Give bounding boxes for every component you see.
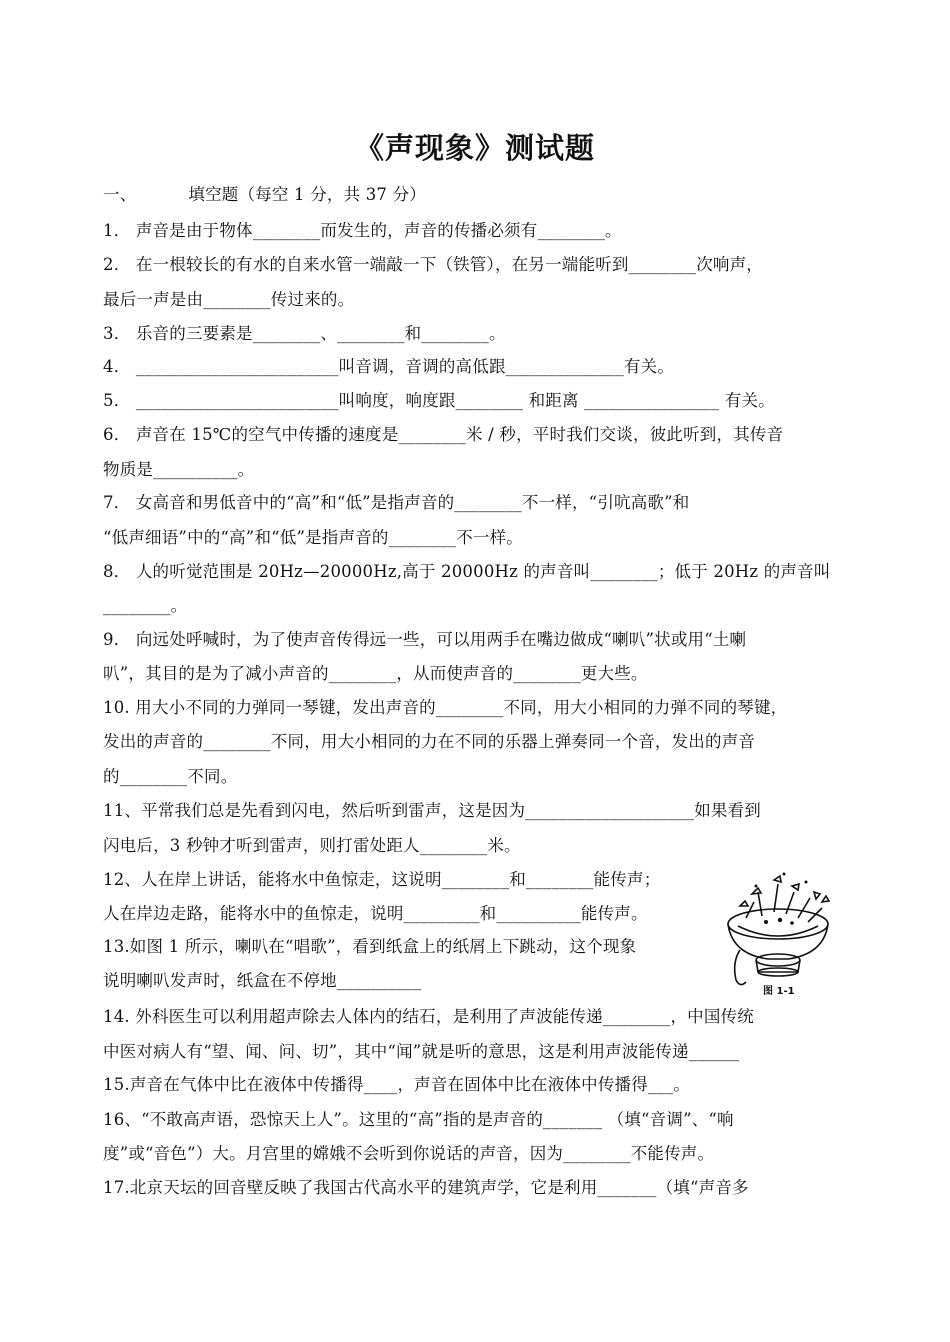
question-line: 16、“不敢高声语，恐惊天上人”。这里的“高”指的是声音的_______ （填“音调”、“响: [103, 1110, 734, 1129]
question-line: 10. 用大小不同的力弹同一琴键，发出声音的________不同，用大小相同的力弹不同的琴键，: [103, 698, 788, 717]
question-line: 15.声音在气体中比在液体中传播得____，声音在固体中比在液体中传播得___。: [103, 1075, 690, 1094]
question-line: 6． 声音在 15℃的空气中传播的速度是________米 / 秒，平时我们交谈，彼此听到，其传音: [103, 425, 784, 444]
question-line: 发出的声音的________不同，用大小相同的力在不同的乐器上弹奏同一个音，发出的声音: [103, 732, 756, 751]
question-line: ________。: [103, 596, 188, 615]
question-line: 3． 乐音的三要素是________、________和________。: [103, 324, 506, 343]
question-line: 闪电后，3 秒钟才听到雷声，则打雷处距人________米。: [103, 836, 521, 855]
question-line: 度”或“音色”）大。月宫里的嫦娥不会听到你说话的声音，因为________不能传声。: [103, 1144, 715, 1163]
figure-caption: 图 1-1: [763, 986, 795, 997]
question-line: 叭”，其目的是为了减小声音的________，从而使声音的________更大些。: [103, 664, 648, 683]
speaker-figure: [718, 862, 838, 992]
question-line: 17.北京天坛的回音壁反映了我国古代高水平的建筑声学，它是利用_______（填“声音多: [103, 1178, 749, 1197]
question-line: 8． 人的听觉范围是 20Hz—20000Hz,高于 20000Hz 的声音叫________；低于 20Hz 的声音叫: [103, 562, 831, 581]
question-line: 最后一声是由________传过来的。: [103, 290, 355, 309]
question-line: 11、平常我们总是先看到闪电，然后听到雷声，这是因为____________________如果看到: [103, 801, 761, 820]
question-line: 9． 向远处呼喊时，为了使声音传得远一些，可以用两手在嘴边做成“喇叭”状或用“土喇: [103, 630, 747, 649]
question-line: 人在岸边走路，能将水中的鱼惊走，说明_________和__________能传声。: [103, 904, 648, 923]
question-line: 中医对病人有“望、闻、问、切”，其中“闻”就是听的意思，这是利用声波能传递______: [103, 1042, 740, 1061]
question-line: 14. 外科医生可以利用超声除去人体内的结石，是利用了声波能传递________，中国传统: [103, 1007, 754, 1026]
question-line: 5． ________________________叫响度，响度跟________ 和距离 ________________ 有关。: [103, 391, 775, 410]
question-line: 说明喇叭发声时，纸盒在不停地__________: [103, 971, 422, 990]
question-line: 物质是__________。: [103, 460, 255, 479]
section-title: 填空题（每空 1 分，共 37 分）: [188, 185, 426, 204]
question-line: 7． 女高音和男低音中的“高”和“低”是指声音的________不一样，“引吭高歌”和: [103, 493, 690, 512]
section-number: 一、: [103, 185, 137, 204]
section-heading: [103, 184, 426, 206]
question-line: 4． ________________________叫音调，音调的高低跟______________有关。: [103, 357, 675, 376]
page-title: 《声现象》测试题: [354, 131, 595, 165]
question-line: 的________不同。: [103, 767, 238, 786]
question-line: 12、人在岸上讲话，能将水中鱼惊走，这说明________和________能传声；: [103, 870, 661, 889]
question-line: “低声细语”中的“高”和“低”是指声音的________不一样。: [103, 528, 524, 547]
question-line: 1． 声音是由于物体________而发生的，声音的传播必须有________。: [103, 221, 622, 240]
question-line: 2． 在一根较长的有水的自来水管一端敲一下（铁管），在另一端能听到________次响声，: [103, 255, 763, 274]
question-line: 13.如图 1 所示，喇叭在“唱歌”，看到纸盒上的纸屑上下跳动，这个现象: [103, 937, 637, 956]
